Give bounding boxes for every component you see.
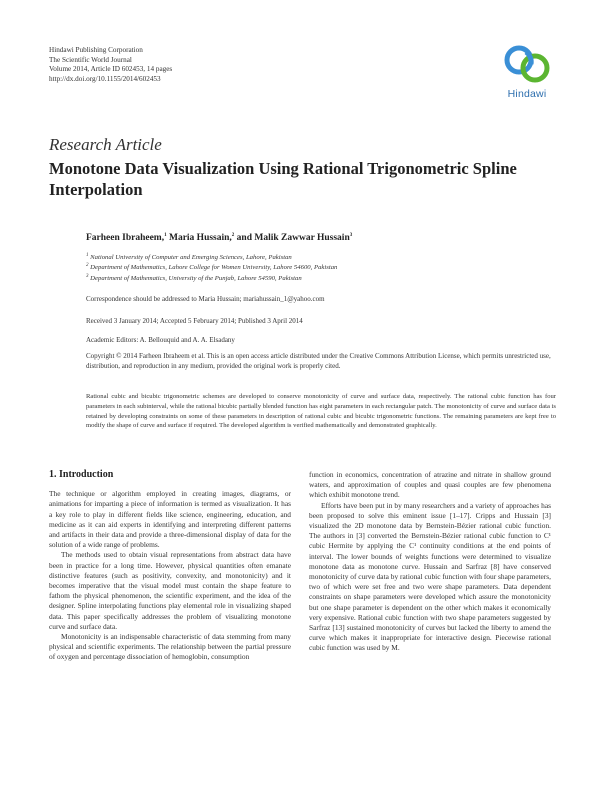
author-affiliation-mark: 2 bbox=[231, 232, 235, 238]
article-type: Research Article bbox=[49, 135, 162, 154]
paragraph: Monotonicity is an indispensable characteristic of data stemming from many physical and scientific experiments. The relationship between the partial pressure of oxygen and percentage dissociation of hemoglobin, consumption bbox=[49, 632, 291, 662]
copyright-notice: Copyright © 2014 Farheen Ibraheem et al. This is an open access article distributed under the Creative Commons Attribution License, which permits unrestricted use, distribution, and reproduction in any medium, provided the original work is properly cited. bbox=[86, 352, 551, 370]
paragraph: The methods used to obtain visual representations from abstract data have been in practice for a long time. However, physical quantities often emanate distinctive features (such as positivity, convexity, and monotonicity) and it becomes imperative that the visual model must contain the shape feature to fathom the physical phenomenon, the scientific experiment, and the idea of the designer. Spline interpolating functions play elemental role in visualizing shaped data. This paper specifically addresses the problem of visualizing monotone curve and surface data. bbox=[49, 550, 291, 631]
paper-title: Monotone Data Visualization Using Rational Trigonometric Spline Interpolation bbox=[49, 159, 517, 199]
affiliation bbox=[86, 253, 337, 263]
paragraph: function in economics, concentration of atrazine and nitrate in shallow ground waters, and approximation of couples and quasi couples are few phenomena which exhibit monotone trend. bbox=[309, 470, 551, 500]
affiliation bbox=[86, 263, 337, 273]
affiliation-mark: 2 bbox=[86, 263, 89, 269]
author-name: Farheen Ibraheem, bbox=[86, 233, 165, 243]
paragraph: Efforts have been put in by many researchers and a variety of approaches has been proposed to solve this eminent issue [1–17]. Cripps and Hussain [3] visualized the 2D monotone data by Bernstein-Bézier rational cubic function. The authors in [3] converted the Bernstein-Bézier rational cubic function to C¹ cubic Hermite by applying the C¹ continuity conditions at the end points of interval. The lower bounds of weights functions were determined to visualize monotone data as monotone curve. Hussain and Sarfraz [8] have conserved monotonicity of curve data by rational cubic function with four shape parameters, two of which were set free and two were shape parameters. Data dependent constraints on shape parameters were developed which assure the monotonicity but one shape parameter is dependent on the other which makes it economically very expensive. Rational cubic function with two shape parameters suggested by Sarfraz [13] sustained monotonicity of curves but lacked the liberty to amend the curve which makes it inappropriate for interactive design. Piecewise rational cubic function was used by M. bbox=[309, 500, 551, 653]
author-affiliation-mark: 1 bbox=[164, 232, 167, 238]
journal-name: The Scientific World Journal bbox=[49, 55, 132, 64]
correspondence: Correspondence should be addressed to Maria Hussain; mariahussain_1@yahoo.com bbox=[86, 295, 325, 303]
affiliation-mark: 3 bbox=[86, 273, 89, 279]
abstract: Rational cubic and bicubic trigonometric schemes are developed to conserve monotonicity of curve and surface data, respectively. The rational cubic function has four parameters in each subinterval, while the rational bicubic partially blended function has eight parameters in each rectangular patch. The monotonicity of curve and surface data is retained by developing constraints on some of these parameters in description of rational cubic and bicubic trigonometric functions. The remaining parameters are kept free to modify the shape of curve and surface if required. The developed algorithm is verified mathematically and demonstrated graphically. bbox=[86, 393, 556, 430]
section-heading: 1. Introduction bbox=[49, 469, 114, 480]
affiliation-text: Department of Mathematics, University of the Punjab, Lahore 54590, Pakistan bbox=[90, 274, 302, 282]
hindawi-logo bbox=[497, 44, 557, 106]
affiliation bbox=[86, 274, 337, 284]
journal-header bbox=[49, 46, 172, 84]
right-column bbox=[309, 470, 551, 654]
academic-editors: Academic Editors: A. Bellouquid and A. A. Elsadany bbox=[86, 336, 235, 344]
affiliation-text: National University of Computer and Emerging Sciences, Lahore, Pakistan bbox=[90, 254, 292, 261]
affiliation-text: Department of Mathematics, Lahore College for Women University, Lahore 54600, Pakistan bbox=[90, 264, 338, 272]
publisher-name: Hindawi Publishing Corporation bbox=[49, 46, 143, 54]
volume-info: Volume 2014, Article ID 602453, 14 pages bbox=[49, 65, 173, 74]
publication-dates: Received 3 January 2014; Accepted 5 February 2014; Published 3 April 2014 bbox=[86, 317, 303, 325]
author-list bbox=[86, 233, 352, 243]
left-column bbox=[49, 470, 291, 663]
paragraph: The technique or algorithm employed in creating images, diagrams, or animations for imparting a piece of information is termed as visualization. It has a key role to play in different fields like science, engineering, education, and medicine as it can aid experts in identifying and interpreting different patterns and artifacts in their data and provide a three-dimensional display of data for the solution of a wide range of problems. bbox=[49, 489, 291, 550]
author-name: and Malik Zawwar Hussain bbox=[236, 233, 350, 243]
hindawi-rings-icon bbox=[503, 44, 551, 86]
doi-link[interactable]: http://dx.doi.org/10.1155/2014/602453 bbox=[49, 74, 161, 83]
hindawi-logo-text: Hindawi bbox=[507, 88, 547, 100]
affiliation-list bbox=[86, 253, 337, 284]
author-affiliation-mark: 3 bbox=[349, 232, 353, 238]
affiliation-mark: 1 bbox=[86, 252, 89, 258]
author-name: Maria Hussain, bbox=[168, 233, 232, 243]
